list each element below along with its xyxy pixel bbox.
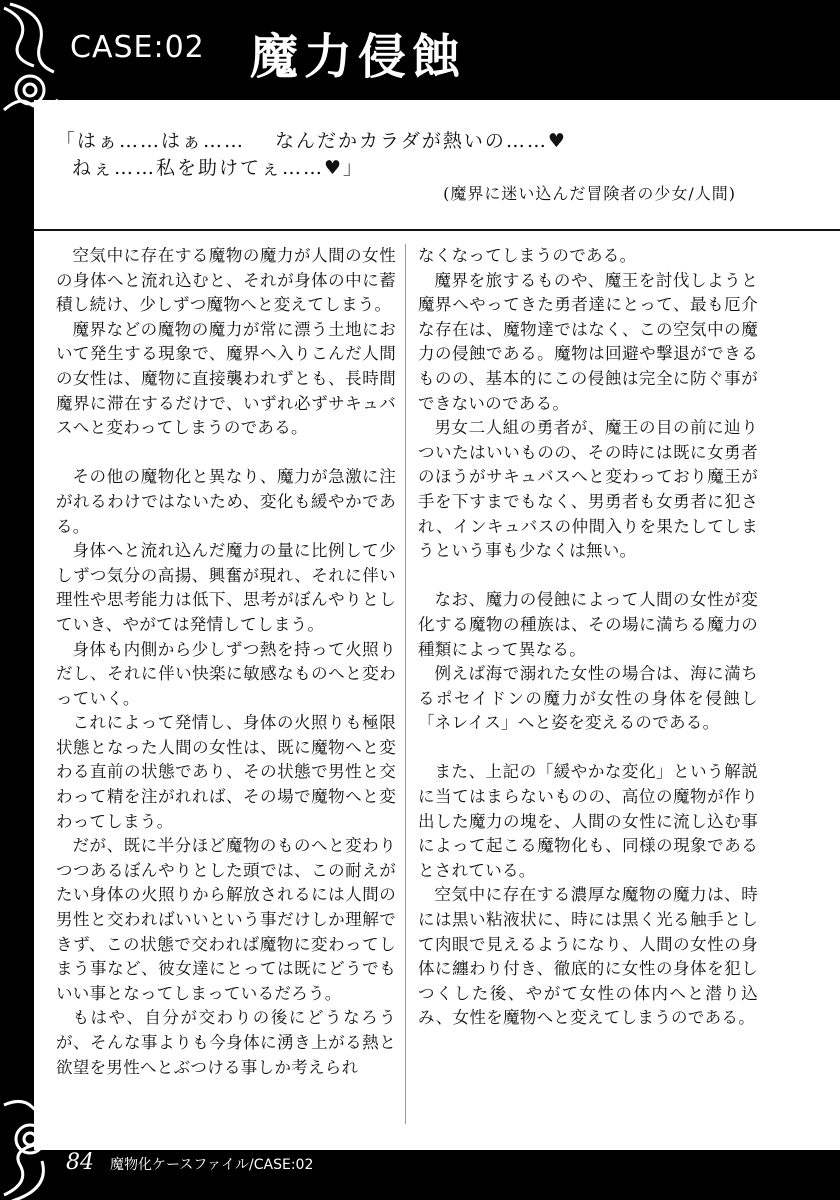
quote-block: [56, 128, 796, 206]
quote-line-1-b: なんだかカラダが熱いの……♥: [275, 130, 567, 152]
paragraph: 空気中に存在する魔物の魔力が人間の女性の身体へと流れ込むと、それが身体の中に蓄積し続け、少しずつ魔物へと変えてしまう。: [56, 246, 396, 315]
paragraph: なくなってしまうのである。: [418, 246, 637, 265]
paragraph: 身体へと流れ込んだ魔力の量に比例して少しずつ気分の高揚、興奮が現れ、それに伴い理性や思考能力は低下、思考がぼんやりとしていき、やがては発情してしまう。: [56, 541, 396, 634]
quote-line-2: ねぇ……私を助けてぇ……♥」: [72, 157, 365, 179]
paragraph: もはや、自分が交わりの後にどうなろうが、そんな事よりも今身体に湧き上がる熱と欲望を男性へとぶつける事しか考えられ: [56, 1008, 396, 1077]
paragraph: また、上記の「緩やかな変化」という解説に当てはまらないものの、高位の魔物が作り出した魔力の塊を、人間の女性に流し込む事によって起こる魔物化も、同様の現象であるとされている。: [418, 762, 758, 880]
paragraph: だが、既に半分ほど魔物のものへと変わりつつあるぼんやりとした頭では、この耐えがたい身体の火照りから解放されるには人間の男性と交わればいいという事だけしか理解できず、この状態で交われば魔物に変わってしまう事など、彼女達にとっては既にどうでもいい事となってしまっているだろう。: [56, 836, 396, 1003]
footer-label: 魔物化ケースファイル/CASE:02: [110, 1157, 314, 1173]
page-number: 84: [66, 1150, 94, 1175]
left-column: [56, 244, 396, 1080]
right-column: [418, 244, 758, 1031]
header: [0, 0, 840, 100]
footer: [0, 1150, 840, 1200]
page-content: [34, 100, 840, 1150]
paragraph: なお、魔力の侵蝕によって人間の女性が変化する魔物の種族は、その場に満ちる魔力の種類によって異なる。: [418, 590, 758, 659]
header-divider: [34, 229, 840, 231]
paragraph: その他の魔物化と異なり、魔力が急激に注がれるわけではないため、変化も緩やかである。: [56, 467, 396, 536]
quote-attribution: (魔界に迷い込んだ冒険者の少女/人間): [443, 184, 736, 203]
paragraph: 身体も内側から少しずつ熱を持って火照りだし、それに伴い快楽に敏感なものへと変わっていく。: [56, 639, 396, 708]
paragraph: 魔界を旅するものや、魔王を討伐しようと魔界へやってきた勇者達にとって、最も厄介な存在は、魔物達ではなく、この空気中の魔力の侵蝕である。魔物は回避や撃退ができるものの、基本的にこの侵蝕は完全に防ぐ事ができないのである。: [418, 270, 758, 413]
quote-line-1-a: 「はぁ……はぁ……: [56, 130, 246, 152]
paragraph: 空気中に存在する濃厚な魔物の魔力は、時には黒い粘液状に、時には黒く光る触手として肉眼で見えるようになり、人間の女性の身体に纏わり付き、徹底的に女性の身体を犯しつくした後、やがて女性の体内へと潜り込み、女性を魔物へと変えてしまうのである。: [418, 885, 758, 1028]
case-title: 魔力侵蝕: [250, 29, 467, 85]
paragraph: 魔界などの魔物の魔力が常に漂う土地において発生する現象で、魔界へ入りこんだ人間の女性は、魔物に直接襲われずとも、長時間魔界に滞在するだけで、いずれ必ずサキュバスへと変わってしまうのである。: [56, 319, 396, 438]
paragraph: これによって発情し、身体の火照りも極限状態となった人間の女性は、既に魔物へと変わる直前の状態であり、その状態で男性と交わって精を注がれれば、その場で魔物へと変わってしまう。: [56, 713, 396, 831]
column-divider: [405, 244, 406, 1124]
paragraph: 男女二人組の勇者が、魔王の目の前に辿りついたはいいものの、その時には既に女勇者のほうがサキュバスへと変わっており魔王が手を下すまでもなく、男勇者も女勇者に犯され、インキュバスの仲間入りを果たしてしまうという事も少なくは無い。: [418, 418, 758, 561]
paragraph: 例えば海で溺れた女性の場合は、海に満ちるポセイドンの魔力が女性の身体を侵蝕し「ネレイス」へと姿を変えるのである。: [418, 664, 758, 733]
case-label: CASE:02: [70, 30, 205, 65]
quote-line-1: [56, 128, 796, 155]
